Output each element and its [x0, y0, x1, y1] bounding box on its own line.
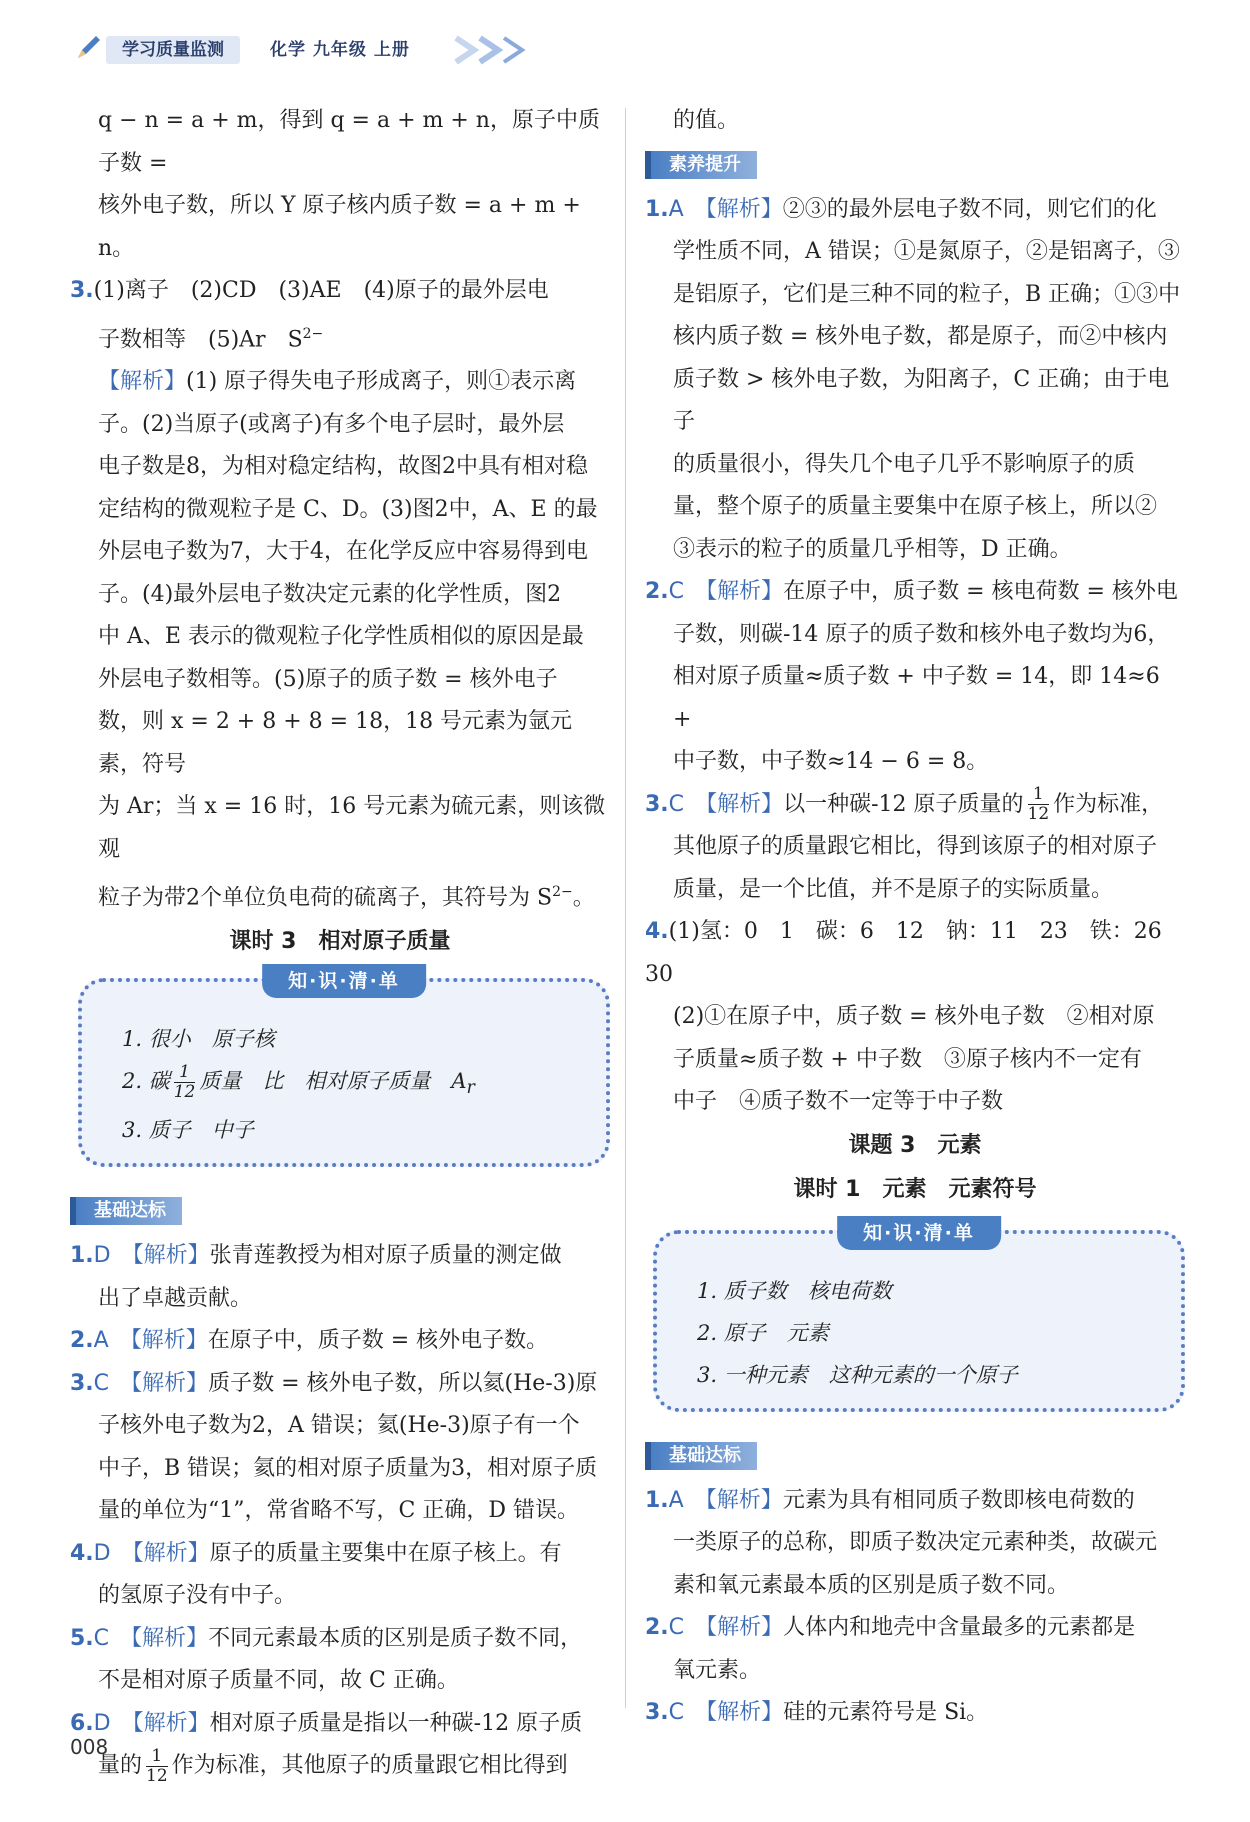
text-line: 中 A、E 表示的微观粒子化学性质相似的原因是最 — [98, 624, 584, 650]
text-line: 外层电子数相等。(5)原子的质子数 = 核外电子 — [98, 666, 558, 692]
page-number: 008 — [70, 1735, 109, 1759]
knowledge-line: 1. 质子数 核电荷数 — [697, 1278, 892, 1303]
answer-item: 6.D 【解析】相对原子质量是指以一种碳-12 原子质 — [70, 1710, 583, 1736]
knowledge-box — [653, 1221, 1185, 1412]
knowledge-box-tag: 知·识·清·单 — [837, 1216, 1001, 1250]
section-heading: 素养提升 — [645, 151, 757, 179]
item-number: 3. — [70, 278, 94, 303]
text-line: 中子 ④质子数不一定等于中子数 — [673, 1089, 1004, 1114]
answer-item: 2.C 【解析】在原子中，质子数 = 核电荷数 = 核外电 — [645, 579, 1178, 604]
knowledge-line: 1. 很小 原子核 — [122, 1027, 275, 1052]
fraction: $\frac{1}{12}$ — [173, 1062, 196, 1103]
pencil-icon — [74, 32, 104, 62]
fraction: $\frac{1}{12}$ — [146, 1745, 168, 1786]
answer-item: 5.C 【解析】不同元素最本质的区别是质子数不同， — [70, 1625, 583, 1651]
text-line: 电子数是8，为相对稳定结构，故图2中具有相对稳 — [98, 454, 588, 480]
text-line: 量的 $\frac{1}{12}$ 作为标准，其他原子的质量跟它相比得到 — [98, 1745, 568, 1786]
text-line: 质子数 > 核外电子数，为阳离子，C 正确；由于电子 — [673, 366, 1170, 434]
text-line: 出了卓越贡献。 — [98, 1285, 253, 1311]
text-line: 相对原子质量≈质子数 + 中子数 = 14，即 14≈6 + — [673, 664, 1160, 732]
answer-item: 3.C 【解析】以一种碳-12 原子质量的 $\frac{1}{12}$ 作为标准， — [645, 784, 1164, 824]
text-line: 其他原子的质量跟它相比，得到该原子的相对原子 — [673, 834, 1158, 859]
knowledge-box-tag: 知·识·清·单 — [262, 964, 426, 998]
answer-item: 1.A 【解析】元素为具有相同质子数即核电荷数的 — [645, 1487, 1135, 1513]
text-line: 子。(4)最外层电子数决定元素的化学性质，图2 — [98, 581, 562, 607]
text-line: 素和氧元素最本质的区别是质子数不同。 — [673, 1572, 1070, 1598]
answer-item: 4.(1)氢：0 1 碳：6 12 钠：11 23 铁：26 30 — [645, 919, 1184, 987]
answer-item: 3.C 【解析】质子数 = 核外电子数，所以氦(He-3)原 — [70, 1370, 598, 1396]
left-column — [70, 100, 610, 1788]
text-line: 氧元素。 — [673, 1657, 762, 1683]
column-divider — [625, 108, 626, 1708]
text-line: 子质量≈质子数 + 中子数 ③原子核内不一定有 — [673, 1046, 1142, 1072]
topic-title: 课题 3 元素 — [848, 1132, 982, 1158]
text-line: 粒子为带2个单位负电荷的硫离子，其符号为 $S^{2-}$。 — [98, 884, 595, 911]
header-subject: 化学 九年级 上册 — [270, 40, 410, 60]
answer-item: 1.A 【解析】②③的最外层电子数不同，则它们的化 — [645, 196, 1157, 222]
text-line: 定结构的微观粒子是 C、D。(3)图2中，A、E 的最 — [98, 496, 598, 522]
answer-item: 3.C 【解析】硅的元素符号是 Si。 — [645, 1700, 989, 1725]
text-line: 不是相对原子质量不同，故 C 正确。 — [98, 1668, 459, 1694]
answer-item: 4.D 【解析】原子的质量主要集中在原子核上。有 — [70, 1540, 562, 1566]
text-line: 量的单位为“1”，常省略不写，C 正确，D 错误。 — [98, 1498, 579, 1524]
answer-item: 2.C 【解析】人体内和地壳中含量最多的元素都是 — [645, 1615, 1136, 1640]
text-line: 为 Ar；当 x = 16 时，16 号元素为硫元素，则该微观 — [98, 794, 606, 862]
right-column — [645, 100, 1185, 1735]
answer-item: 2.A 【解析】在原子中，质子数 = 核外电子数。 — [70, 1328, 549, 1354]
knowledge-line: 3. 一种元素 这种元素的一个原子 — [697, 1362, 1018, 1387]
text-line: 学性质不同，A 错误；①是氮原子，②是铝离子，③ — [673, 239, 1180, 264]
text-line: q − n = a + m，得到 q = a + m + n，原子中质子数 = — [98, 108, 600, 176]
text-line: (2)①在原子中，质子数 = 核外电子数 ②相对原 — [673, 1004, 1155, 1029]
text-line: 的氢原子没有中子。 — [98, 1583, 297, 1609]
text-line: 中子，B 错误；氦的相对原子质量为3，相对原子质 — [98, 1455, 598, 1481]
text-line: 的值。 — [673, 108, 740, 133]
text-line: 数，则 x = 2 + 8 + 8 = 18，18 号元素为氩元素，符号 — [98, 709, 573, 777]
header-tag: 学习质量监测 — [106, 36, 240, 64]
text-line: 子。(2)当原子(或离子)有多个电子层时，最外层 — [98, 411, 565, 437]
knowledge-box — [78, 970, 610, 1167]
text-line: 子数，则碳-14 原子的质子数和核外电子数均为6， — [673, 621, 1170, 647]
page-header — [70, 28, 550, 72]
fraction: $\frac{1}{12}$ — [1027, 784, 1050, 824]
text-line: ③表示的粒子的质量几乎相等，D 正确。 — [673, 536, 1072, 562]
lesson-title: 课时 1 元素 元素符号 — [793, 1176, 1037, 1202]
lesson-title: 课时 3 相对原子质量 — [229, 929, 451, 955]
knowledge-line: 2. 碳 $\frac{1}{12}$ 质量 比 相对原子质量 $A_r$ — [122, 1062, 475, 1103]
chevron-right-icon — [450, 34, 540, 66]
text-line: 质量，是一个比值，并不是原子的实际质量。 — [673, 876, 1114, 902]
text-line: 量，整个原子的质量主要集中在原子核上，所以② — [673, 494, 1158, 519]
answer-line: 子数相等 (5)Ar $S^{2-}$ — [98, 325, 324, 352]
text-line: 外层电子数为7，大于4，在化学反应中容易得到电 — [98, 539, 588, 565]
section-heading: 基础达标 — [70, 1197, 182, 1225]
analysis-line: 【解析】(1) 原子得失电子形成离子，则①表示离 — [98, 369, 577, 395]
text-line: 中子数，中子数≈14 − 6 = 8。 — [673, 749, 989, 774]
text-line: 子核外电子数为2，A 错误；氦(He-3)原子有一个 — [98, 1413, 580, 1439]
text-line: 核外电子数，所以 Y 原子核内质子数 = a + m + n。 — [98, 193, 581, 261]
analysis-label: 【解析】 — [98, 369, 187, 395]
text-line: 的质量很小，得失几个电子几乎不影响原子的质 — [673, 451, 1136, 477]
knowledge-line: 2. 原子 元素 — [697, 1320, 829, 1345]
answer-item-3: 3.(1)离子 (2)CD (3)AE (4)原子的最外层电 — [70, 278, 549, 303]
answer-item: 1.D 【解析】张青莲教授为相对原子质量的测定做 — [70, 1243, 562, 1269]
text-line: 是铝原子，它们是三种不同的粒子，B 正确；①③中 — [673, 281, 1181, 307]
text-line: 一类原子的总称，即质子数决定元素种类，故碳元 — [673, 1530, 1158, 1555]
text-line: 核内质子数 = 核外电子数，都是原子，而②中核内 — [673, 324, 1168, 349]
knowledge-line: 3. 质子 中子 — [122, 1118, 254, 1143]
section-heading: 基础达标 — [645, 1442, 757, 1470]
